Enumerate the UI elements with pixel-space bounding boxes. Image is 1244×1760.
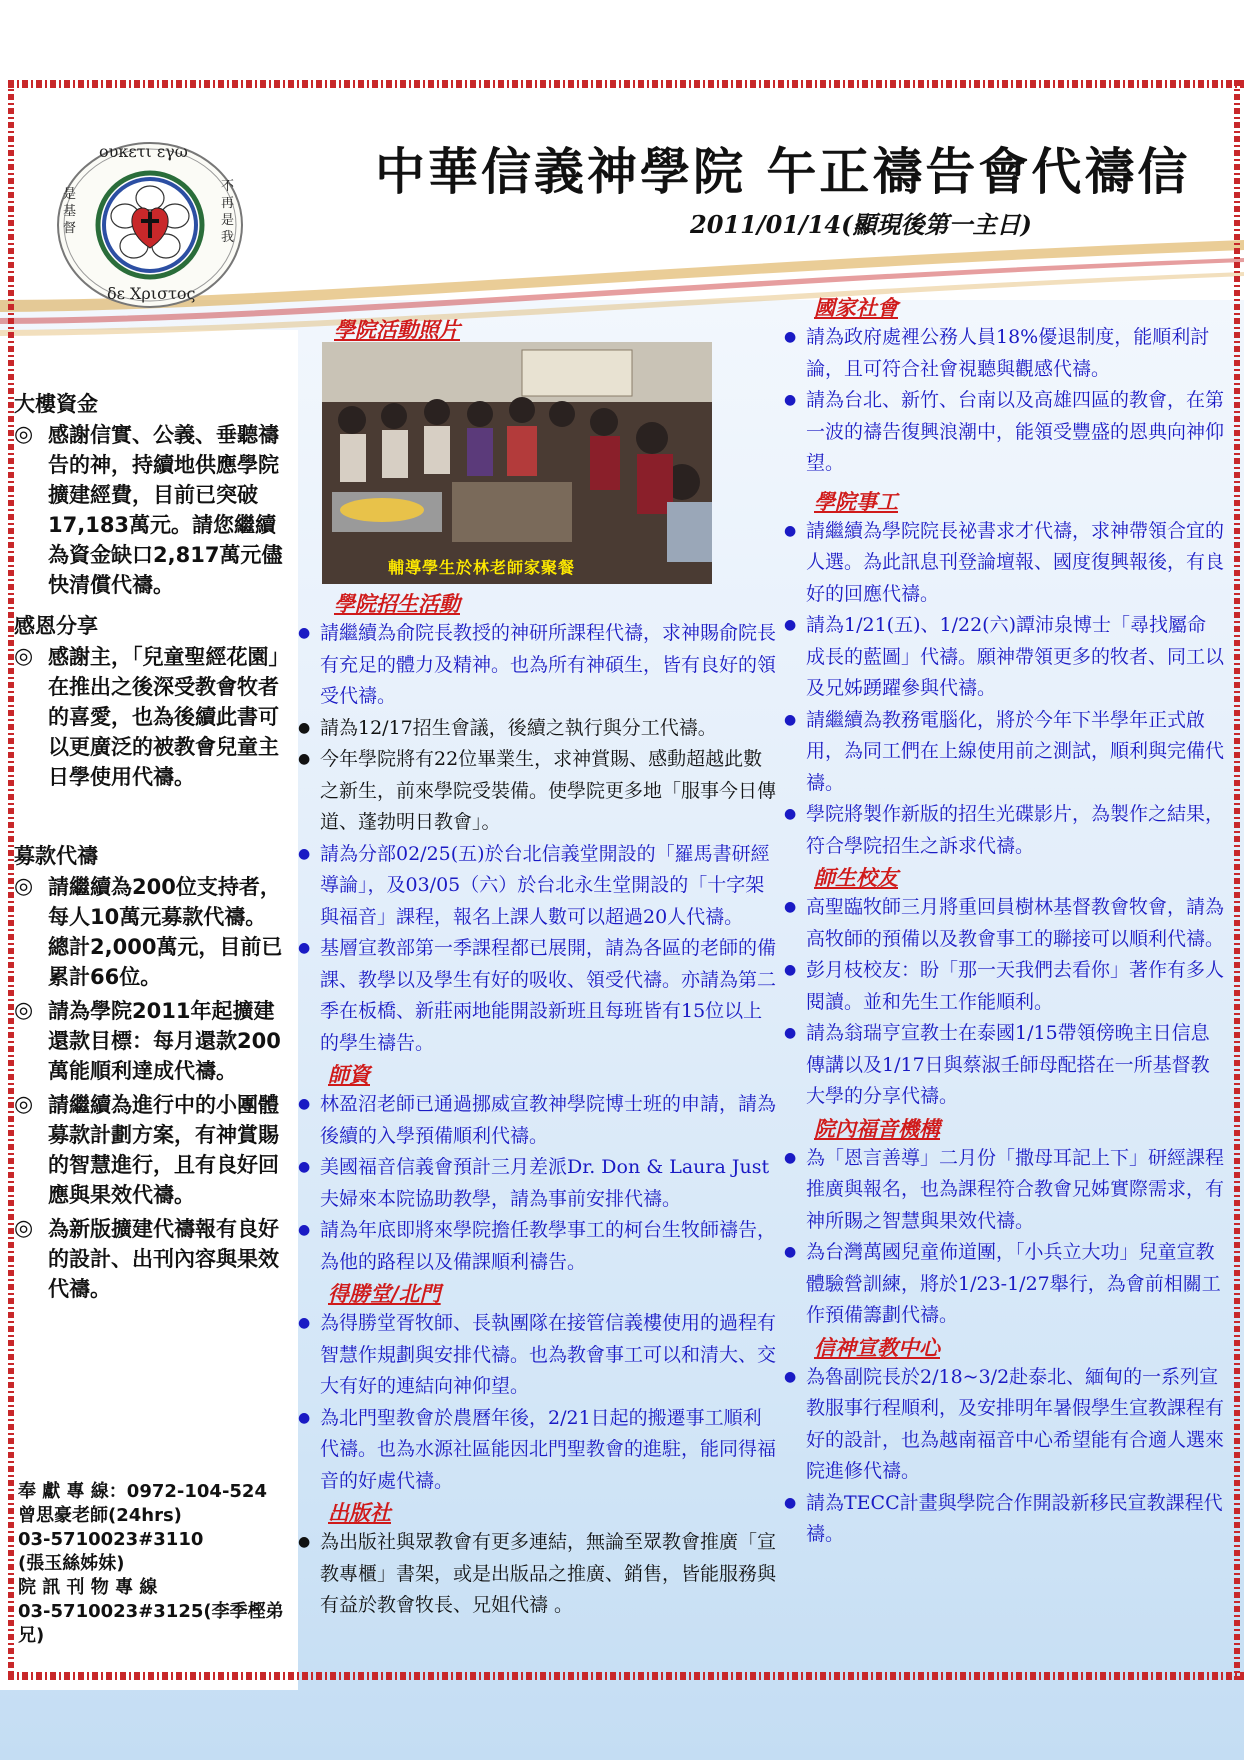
prayer-item-text: 請繼續為俞院長教授的神研所課程代禱，求神賜俞院長有充足的體力及精神。也為所有神碩生，皆有良好的領受代禱。: [320, 622, 777, 707]
bullet-icon: ●: [784, 711, 797, 728]
prayer-item: [298, 744, 778, 839]
prayer-item-text: 請為年底即將來學院擔任教學事工的柯台生牧師禱告，為他的路程以及備課順利禱告。: [320, 1219, 777, 1273]
bullet-icon: ●: [784, 806, 797, 822]
sidebar-item-text: 為新版擴建代禱報有良好的設計、出刊內容與果效代禱。: [48, 1217, 279, 1301]
prayer-item-text: 高聖臨牧師三月將重回員樹林基督教會牧會，請為高牧師的預備以及教會事工的聯接可以順利代禱。: [806, 896, 1225, 950]
double-circle-bullet-icon: ◎: [14, 1216, 34, 1241]
prayer-item: [784, 1018, 1224, 1113]
prayer-item: [298, 1215, 778, 1278]
bullet-icon: ●: [784, 329, 797, 345]
prayer-item-text: 林盈沼老師已通過挪威宣教神學院博士班的申請，請為後續的入學預備順利代禱。: [320, 1093, 777, 1147]
prayer-item: [298, 933, 778, 1059]
middle-column: [298, 588, 778, 1622]
section-heading: 學院事工: [814, 488, 898, 514]
section-heading: 師資: [328, 1062, 370, 1087]
prayer-item: [784, 705, 1224, 800]
prayer-item-text: 彭月枝校友：盼「那一天我們去看你」著作有多人閱讀。並和先生工作能順利。: [806, 959, 1225, 1013]
sidebar-item-text: 感謝主，「兒童聖經花園」在推出之後深受教會牧者的喜愛，也為後續此書可以更廣泛的被教會兒童主日學使用代禱。: [48, 645, 279, 789]
prayer-item: [784, 955, 1224, 1018]
prayer-item-text: 為得勝堂胥牧師、長執團隊在接管信義樓使用的過程有智慧作規劃與安排代禱。也為教會事工可以和清大、交大有好的連結向神仰望。: [320, 1312, 777, 1397]
bullet-icon: ●: [298, 940, 311, 956]
prayer-item: [784, 799, 1224, 862]
sidebar-item: [14, 1214, 286, 1304]
sidebar-item-text: 請繼續為進行中的小團體募款計劃方案，有神賞賜的智慧進行，且有良好回應與果效代禱。: [48, 1093, 279, 1207]
prayer-item: [298, 1403, 778, 1498]
bullet-icon: ●: [784, 1244, 797, 1260]
prayer-item-text: 為「恩言善導」二月份「撒母耳記上下」研經課程推廣與報名，也為課程符合教會兄姊實際需求，有神所賜之智慧與果效代禱。: [806, 1146, 1225, 1232]
bullet-icon: ●: [784, 1149, 797, 1166]
contact-line: 03-5710023#3125(李季樫弟兄): [18, 1601, 284, 1646]
prayer-item: [784, 1143, 1224, 1238]
prayer-item-text: 請為翁瑞亨宣教士在泰國1/15帶領傍晚主日信息傳講以及1/17日與蔡淑壬師母配搭在一所基督教大學的分享代禱。: [806, 1022, 1210, 1107]
contact-line: 曾思豪老師(24hrs): [18, 1505, 182, 1526]
luther-rose-seal: [55, 140, 245, 310]
sidebar-item-text: 請繼續為200位支持者，每人10萬元募款代禱。總計2,000萬元，目前已累計66位。: [48, 875, 283, 989]
bullet-icon: ●: [298, 1222, 311, 1238]
bullet-icon: ●: [298, 1315, 311, 1331]
seal-top-text: ουκετι εγω: [99, 142, 188, 161]
page-title: 中華信義神學院 午正禱告會代禱信: [375, 142, 1191, 201]
contact-line: 奉 獻 專 線：0972-104-524: [18, 1481, 267, 1502]
seal-right-text: 不再是我: [221, 179, 235, 245]
section-heading: 得勝堂/北門: [328, 1281, 441, 1306]
top-border: [8, 80, 1244, 88]
prayer-item: [298, 1308, 778, 1403]
bottom-border: [8, 1672, 1244, 1680]
prayer-item-text: 學院將製作新版的招生光碟影片，為製作之結果，符合學院招生之訴求代禱。: [806, 803, 1225, 857]
sidebar-item-text: 請為學院2011年起擴建還款目標：每月還款200萬能順利達成代禱。: [48, 999, 281, 1083]
prayer-item-text: 今年學院將有22位畢業生，求神賞賜、感動超越此數之新生，前來學院受裝備。使學院更多地「服事今日傳道、蓬勃明日教會」。: [320, 748, 777, 833]
prayer-item: [298, 713, 778, 745]
prayer-item: [784, 322, 1224, 385]
sidebar-item-text: 感謝信實、公義、垂聽禱告的神，持續地供應學院擴建經費，目前已突破17,183萬元。請您繼續為資金缺口2,817萬元儘快清償代禱。: [48, 423, 283, 597]
section-heading: 出版社: [328, 1500, 391, 1525]
sidebar: [14, 388, 286, 1308]
prayer-item-text: 請繼續為學院院長祕書求才代禱，求神帶領合宜的人選。為此訊息刊登論壇報、國度復興報後，有良好的回應代禱。: [806, 519, 1225, 605]
seal-bottom-text: δε Χριστος: [107, 284, 196, 303]
bullet-icon: ●: [784, 899, 797, 915]
prayer-item-text: 請為1/21(五)、1/22(六)譚沛泉博士「尋找屬命成長的藍圖」代禱。願神帶領更多的牧者、同工以及兄姊踴躍參與代禱。: [806, 614, 1225, 699]
bullet-icon: ●: [298, 625, 311, 641]
prayer-item: [784, 892, 1224, 955]
bullet-icon: ●: [298, 845, 311, 862]
prayer-item-text: 請為12/17招生會議，後續之執行與分工代禱。: [320, 716, 717, 739]
prayer-item: [298, 618, 778, 713]
bullet-icon: ●: [784, 962, 797, 978]
sidebar-heading: 感恩分享: [14, 614, 98, 638]
bullet-icon: ●: [784, 1494, 797, 1511]
prayer-item: [784, 1488, 1224, 1551]
bullet-icon: ●: [298, 719, 311, 736]
activity-photo: [322, 342, 712, 584]
prayer-item-text: 請繼續為教務電腦化，將於今年下半學年正式啟用，為同工們在上線使用前之測試，順利與完備代禱。: [806, 708, 1225, 794]
double-circle-bullet-icon: ◎: [14, 1092, 34, 1117]
sidebar-item: [14, 872, 286, 992]
bullet-icon: ●: [784, 617, 797, 633]
prayer-item: [784, 610, 1224, 705]
prayer-item-text: 請為政府處裡公務人員18%優退制度，能順利討論，且可符合社會視聽與觀感代禱。: [806, 326, 1210, 380]
double-circle-bullet-icon: ◎: [14, 644, 34, 669]
sidebar-section-fundraising: [14, 840, 286, 1304]
bullet-icon: ●: [784, 392, 797, 408]
section-heading: 國家社會: [814, 295, 898, 320]
sidebar-heading: 大樓資金: [14, 392, 98, 416]
issue-date: 2011/01/14(顯現後第一主日): [690, 210, 1032, 239]
bullet-icon: ●: [298, 1096, 311, 1112]
sidebar-item: [14, 420, 286, 600]
prayer-item: [784, 385, 1224, 480]
prayer-item-text: 請為分部02/25(五)於台北信義堂開設的「羅馬書研經導論」，及03/05（六）於台北永生堂開設的「十字架與福音」課程，報名上課人數可以超過20人代禱。: [320, 842, 770, 928]
prayer-item-text: 基層宣教部第一季課程都已展開，請為各區的老師的備課、教學以及學生有好的吸收、領受代禱。亦請為第二季在板橋、新莊兩地能開設新班且每班皆有15位以上的學生禱告。: [320, 937, 777, 1054]
prayer-item: [298, 1089, 778, 1152]
photo-caption: 輔導學生於林老師家聚餐: [388, 558, 576, 577]
prayer-item-text: 為台灣萬國兒童佈道團，「小兵立大功」兒童宣教體驗營訓練，將於1/23-1/27舉行，為會前相關工作預備籌劃代禱。: [806, 1241, 1221, 1326]
section-heading: 院內福音機構: [814, 1115, 940, 1141]
bullet-icon: ●: [784, 1368, 797, 1385]
prayer-item: [298, 1527, 778, 1622]
prayer-item-text: 為北門聖教會於農曆年後，2/21日起的搬遷事工順利代禱。也為水源社區能因北門聖教會的進駐，能同得福音的好處代禱。: [320, 1406, 777, 1492]
right-column: [784, 292, 1224, 1551]
right-border: [1234, 80, 1240, 1680]
bullet-icon: ●: [298, 1159, 311, 1175]
prayer-item: [298, 839, 778, 934]
bullet-icon: ●: [298, 751, 311, 767]
contact-line: (張玉絲姊妹): [18, 1553, 125, 1574]
section-heading: 學院招生活動: [334, 591, 460, 616]
prayer-item-text: 請為台北、新竹、台南以及高雄四區的教會，在第一波的禱告復興浪潮中，能領受豐盛的恩典向神仰望。: [806, 389, 1225, 474]
sidebar-item: [14, 996, 286, 1086]
contact-line: 院 訊 刊 物 專 線: [18, 1577, 158, 1598]
bullet-icon: ●: [784, 522, 797, 539]
prayer-item-text: 為魯副院長於2/18~3/2赴泰北、緬甸的一系列宣教服事行程順利，及安排明年暑假學生宣教課程有好的設計，也為越南福音中心希望能有合適人選來院進修代禱。: [806, 1365, 1225, 1482]
sidebar-section-thanksgiving: [14, 610, 286, 792]
double-circle-bullet-icon: ◎: [14, 422, 34, 447]
double-circle-bullet-icon: ◎: [14, 874, 34, 899]
prayer-item-text: 為出版社與眾教會有更多連結，無論至眾教會推廣「宣教專櫃」書架，或是出版品之推廣、銷售，皆能服務與有益於教會牧長、兄姐代禱 。: [320, 1531, 777, 1616]
prayer-item-text: 美國福音信義會預計三月差派Dr. Don & Laura Just夫婦來本院協助教學，請為事前安排代禱。: [320, 1156, 770, 1210]
sidebar-item: [14, 642, 286, 792]
contact-line: 03-5710023#3110: [18, 1529, 204, 1550]
seal-left-text: 是基督: [63, 187, 77, 236]
sidebar-item: [14, 1090, 286, 1210]
photo-heading: 學院活動照片: [334, 317, 460, 342]
sidebar-section-building-fund: [14, 388, 286, 600]
contact-info: [18, 1480, 288, 1648]
sidebar-heading: 募款代禱: [14, 844, 98, 868]
prayer-item: [784, 1362, 1224, 1488]
prayer-item: [298, 1152, 778, 1215]
bullet-icon: ●: [298, 1409, 311, 1426]
bullet-icon: ●: [298, 1534, 311, 1550]
section-heading: 師生校友: [814, 865, 898, 890]
prayer-item: [784, 516, 1224, 611]
double-circle-bullet-icon: ◎: [14, 998, 34, 1023]
prayer-item: [784, 1237, 1224, 1332]
bullet-icon: ●: [784, 1025, 797, 1041]
prayer-item-text: 請為TECC計畫與學院合作開設新移民宣教課程代禱。: [806, 1491, 1223, 1545]
section-heading: 信神宣教中心: [814, 1334, 940, 1360]
